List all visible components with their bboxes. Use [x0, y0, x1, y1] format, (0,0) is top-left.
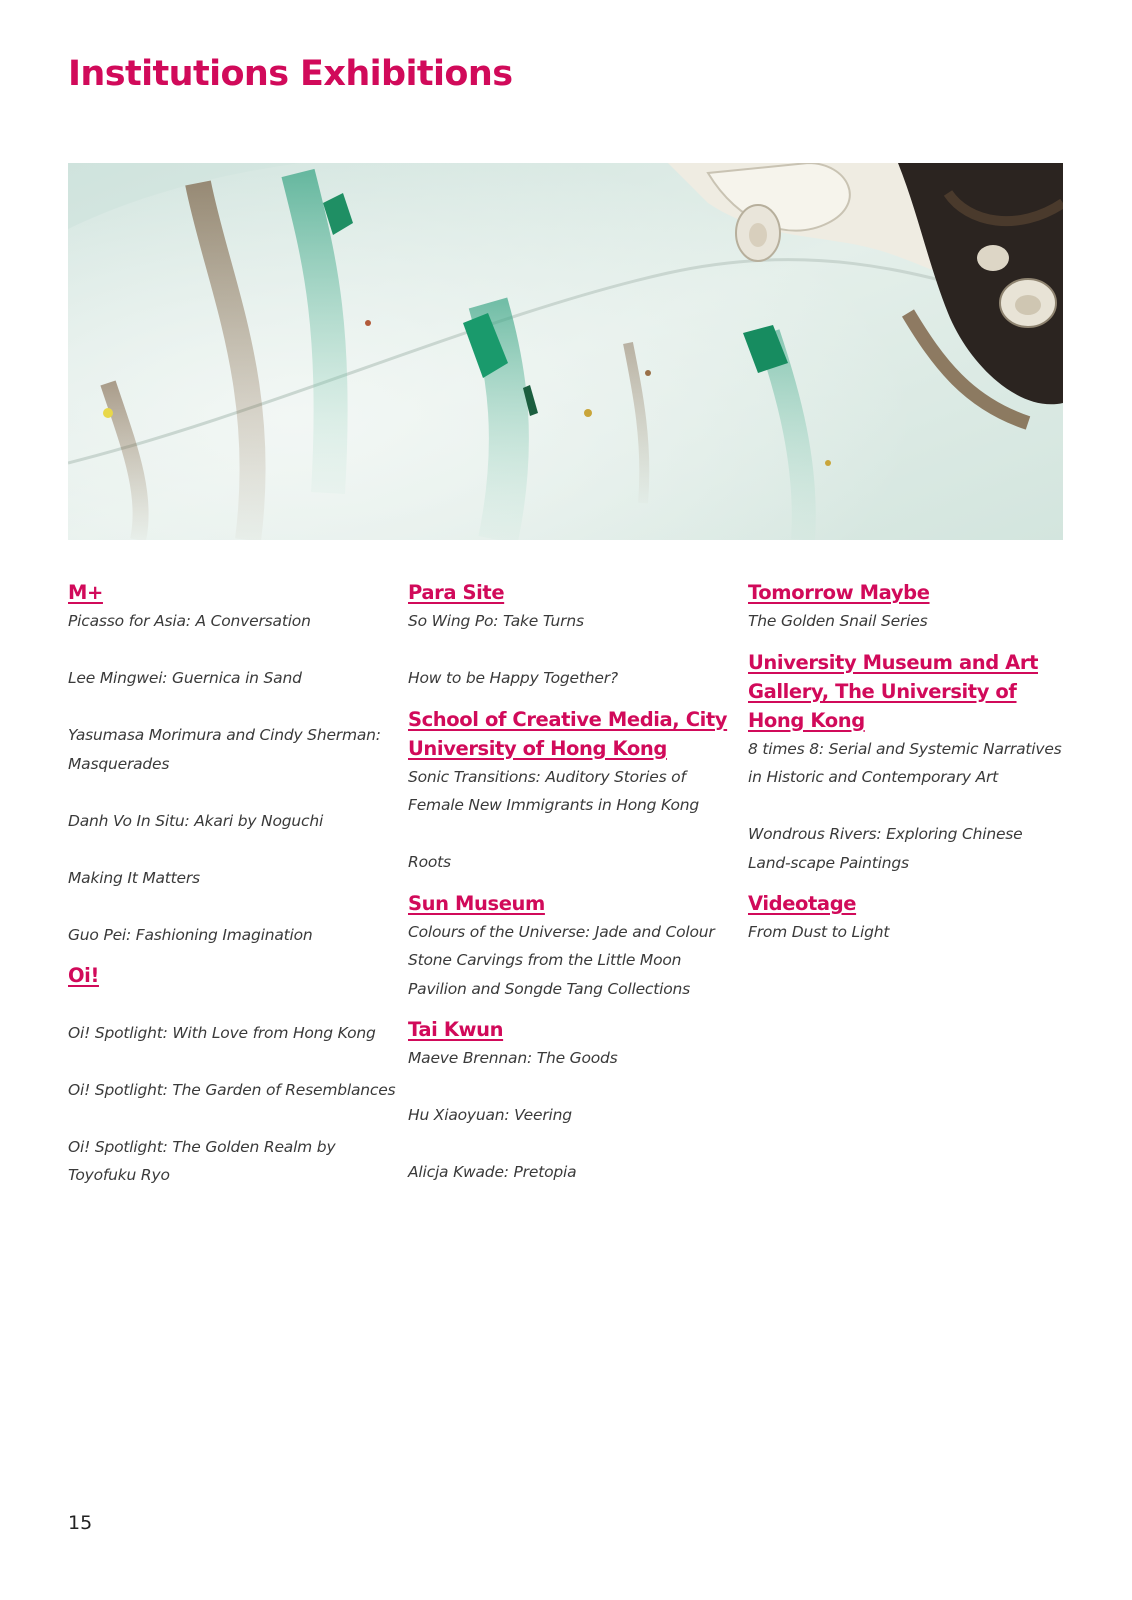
exhibition-title: Danh Vo In Situ: Akari by Noguchi — [68, 811, 324, 830]
institution-link[interactable]: Videotage — [748, 892, 857, 915]
institution-sun-museum — [408, 889, 738, 1004]
exhibition-title: The Golden Snail Series — [748, 612, 928, 630]
exhibition-title: Alicja Kwade: Pretopia — [408, 1163, 577, 1181]
exhibition-title: Oi! Spotlight: The Garden of Resemblances — [68, 1080, 396, 1099]
exhibition-title: Oi! Spotlight: The Golden Realm by Toyofuku Ryo — [68, 1137, 336, 1184]
institution-link[interactable]: University Museum and Art Gallery, The University of Hong Kong — [748, 650, 1038, 732]
exhibition-title: Making It Matters — [68, 868, 200, 887]
exhibition-title: Guo Pei: Fashioning Imagination — [68, 925, 313, 944]
institution-link[interactable]: Sun Museum — [408, 891, 545, 915]
institution-para-site — [408, 578, 738, 693]
institution-m-plus — [68, 578, 398, 949]
exhibition-title: Oi! Spotlight: With Love from Hong Kong — [68, 1023, 376, 1042]
institution-tomorrow-maybe — [748, 578, 1066, 636]
column-2 — [408, 578, 738, 1215]
exhibition-title: How to be Happy Together? — [408, 669, 618, 687]
exhibition-title: Picasso for Asia: A Conversation — [68, 612, 311, 630]
spacer — [68, 990, 398, 1019]
page-title: Institutions Exhibitions — [68, 54, 513, 94]
institution-link[interactable]: Oi! — [68, 964, 99, 987]
exhibition-title: Lee Mingwei: Guernica in Sand — [68, 669, 302, 687]
column-3 — [748, 578, 1066, 975]
institution-umag-hku — [748, 648, 1066, 878]
institution-link[interactable]: Tai Kwun — [408, 1018, 504, 1041]
exhibition-title: Hu Xiaoyuan: Veering — [408, 1106, 572, 1124]
exhibition-title: Sonic Transitions: Auditory Stories of Female New Immigrants in Hong Kong — [408, 767, 699, 814]
exhibition-title: Colours of the Universe: Jade and Colour Stone Carvings from the Little Moon Pavilion and Songde Tang Collections — [408, 922, 715, 998]
exhibition-title: Yasumasa Morimura and Cindy Sherman: Masquerades — [68, 726, 381, 773]
institution-link[interactable]: School of Creative Media, City University of Hong Kong — [408, 707, 728, 760]
institution-oi — [68, 961, 398, 1190]
exhibition-title: So Wing Po: Take Turns — [408, 612, 584, 630]
institution-tai-kwun — [408, 1015, 738, 1187]
institution-scm-cityu — [408, 705, 738, 877]
ceramic-glaze-photo — [68, 163, 1063, 540]
institution-link[interactable]: Tomorrow Maybe — [748, 581, 930, 604]
exhibition-title: Wondrous Rivers: Exploring Chinese Land-scape Paintings — [748, 825, 1023, 872]
hero-image — [68, 163, 1063, 540]
exhibition-title: From Dust to Light — [748, 923, 890, 941]
exhibition-title: Roots — [408, 853, 451, 871]
exhibition-title: 8 times 8: Serial and Systemic Narratives in Historic and Contemporary Art — [748, 739, 1062, 786]
exhibition-title: Maeve Brennan: The Goods — [408, 1049, 618, 1067]
column-1 — [68, 578, 398, 1218]
page-number: 15 — [68, 1512, 93, 1534]
institution-link[interactable]: M+ — [68, 581, 103, 604]
institution-videotage — [748, 889, 1066, 947]
institution-link[interactable]: Para Site — [408, 581, 505, 604]
